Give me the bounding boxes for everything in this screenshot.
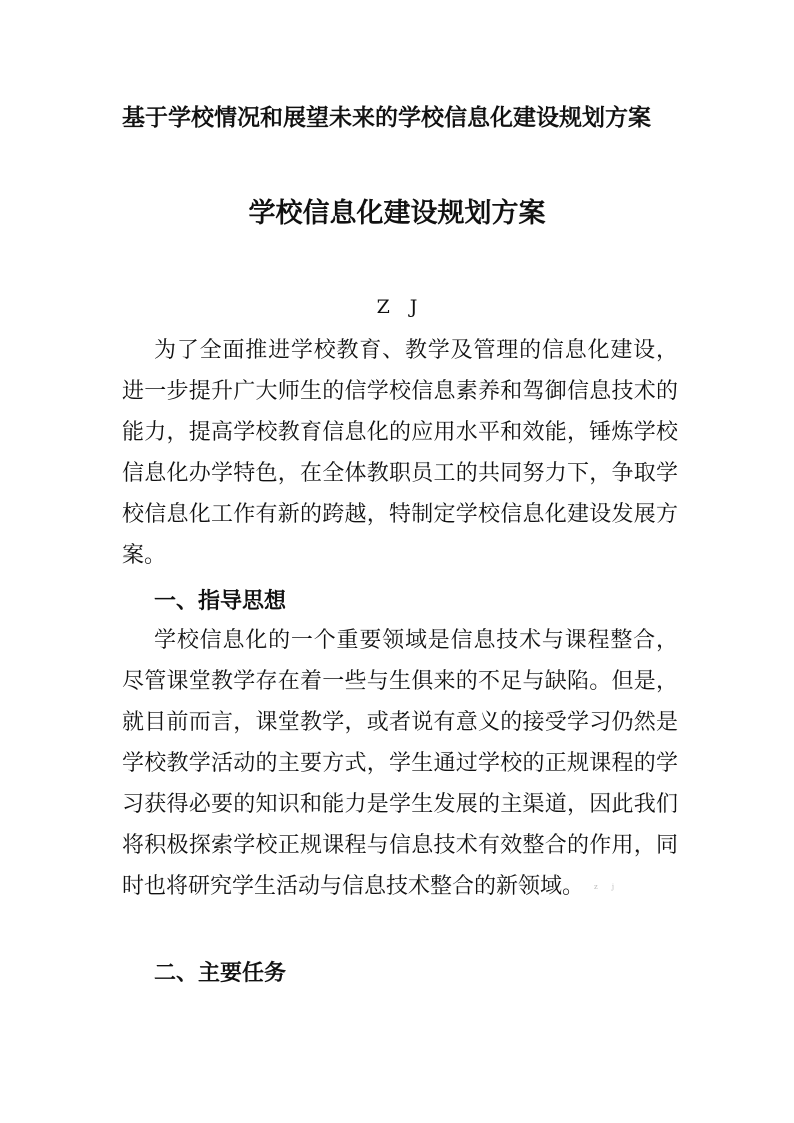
- section-heading-guiding-ideology: 一、指导思想: [154, 589, 287, 614]
- intro-paragraph: 为了全面推进学校教育、教学及管理的信息化建设，进一步提升广大师生的信学校信息素养和驾御信息技术的能力，提高学校教育信息化的应用水平和效能，锤炼学校信息化办学特色，在全体教职员工的共同努力下，争取学校信息化工作有新的跨越，特制定学校信息化建设发展方案。: [122, 338, 678, 568]
- document-heading: 基于学校情况和展望未来的学校信息化建设规划方案: [122, 104, 651, 131]
- guiding-ideology-paragraph: [122, 620, 678, 908]
- watermark-mark: z j: [594, 882, 621, 891]
- section-heading-main-tasks: 二、主要任务: [154, 961, 287, 986]
- author-line: Z J: [376, 296, 418, 318]
- document-title: 学校信息化建设规划方案: [248, 198, 546, 229]
- guiding-ideology-text: 学校信息化的一个重要领域是信息技术与课程整合，尽管课堂教学存在着一些与生俱来的不足与缺陷。但是，就目前而言，课堂教学，或者说有意义的接受学习仍然是学校教学活动的主要方式，学生通过学校的正规课程的学习获得必要的知识和能力是学生发展的主渠道，因此我们将积极探索学校正规课程与信息技术有效整合的作用，同时也将研究学生活动与信息技术整合的新领域。: [122, 628, 678, 899]
